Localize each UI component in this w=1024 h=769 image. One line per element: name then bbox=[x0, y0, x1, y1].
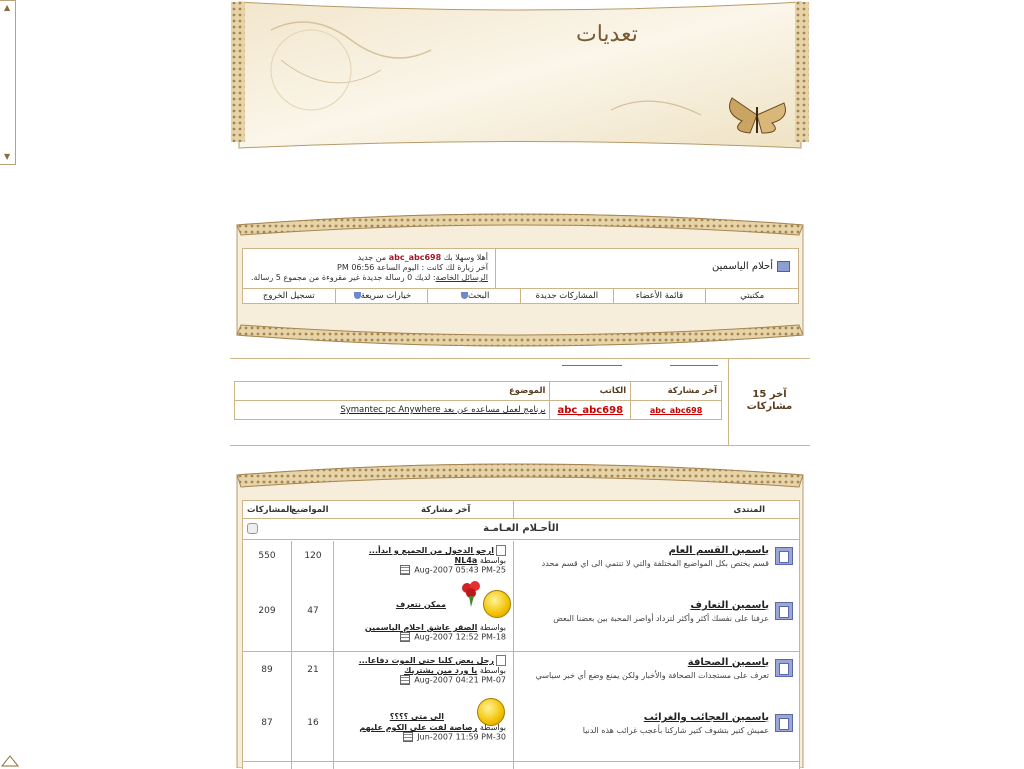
nav-label: قائمة الأعضاء bbox=[635, 291, 684, 301]
nav-new-posts[interactable] bbox=[520, 289, 613, 303]
scroll-up-icon[interactable]: ▲ bbox=[4, 3, 11, 12]
col-topics: المواضيع bbox=[291, 505, 329, 515]
posts-count: 550 bbox=[258, 551, 276, 561]
topics-count: 47 bbox=[307, 606, 319, 616]
forum-description: تعرف على مستجدات الصحافة والأخبار ولكن يمنع وضع أي خبر سياسي bbox=[535, 671, 769, 680]
col-author: الكاتب bbox=[550, 382, 631, 401]
forum-folder-icon bbox=[775, 659, 793, 677]
welcome-username[interactable]: abc_abc698 bbox=[388, 253, 442, 262]
forum-row bbox=[243, 596, 799, 651]
go-to-post-icon[interactable] bbox=[400, 632, 410, 642]
last-poster-link[interactable]: الصقر عاشق احلام الياسمين bbox=[364, 623, 478, 632]
last-post-block bbox=[336, 600, 506, 642]
go-to-post-icon[interactable] bbox=[400, 565, 410, 575]
site-name-text: أحلام الياسمين bbox=[712, 261, 773, 272]
last-post-date: 07-Aug-2007 04:21 PM bbox=[414, 675, 506, 685]
scroll-down-icon[interactable]: ▼ bbox=[4, 152, 11, 161]
last-post-title-link[interactable]: الى متى ؟؟؟؟ bbox=[389, 712, 444, 721]
nav-quick-options[interactable] bbox=[335, 289, 428, 303]
category-row[interactable] bbox=[243, 519, 799, 540]
topics-count: 120 bbox=[304, 551, 322, 561]
forum-title-link[interactable]: ياسمين التعارف bbox=[690, 600, 769, 611]
col-posts: المشاركات bbox=[247, 505, 293, 515]
forum-table-header bbox=[243, 501, 799, 519]
nav-search[interactable] bbox=[427, 289, 520, 303]
last-post-block bbox=[336, 712, 506, 742]
by-label: بواسطة bbox=[479, 723, 506, 732]
latest-posts-table bbox=[234, 381, 722, 420]
nav-my-library[interactable] bbox=[705, 289, 798, 303]
forum-list bbox=[242, 500, 800, 769]
col-topic: الموضوع bbox=[235, 382, 550, 401]
go-to-post-icon[interactable] bbox=[403, 732, 413, 742]
latest-posts-panel bbox=[230, 358, 810, 446]
butterfly-icon bbox=[722, 93, 792, 138]
forum-folder-icon bbox=[775, 602, 793, 620]
forum-description: عرفنا على نفسك أكثر وأكثر لتزداد أواصر المحبة بين بعضنا البعض bbox=[553, 614, 769, 623]
divider bbox=[243, 651, 799, 652]
welcome-message bbox=[248, 253, 488, 283]
last-post-date: 25-Aug-2007 05:43 PM bbox=[414, 565, 506, 575]
pm-status-text: : لديك 0 رسالة جديدة غير مقروءة من مجموع 5 رسالة. bbox=[250, 273, 436, 282]
left-scroll-track[interactable] bbox=[0, 0, 16, 165]
nav-members-list[interactable] bbox=[613, 289, 706, 303]
by-label: بواسطة bbox=[479, 666, 506, 675]
posts-count: 89 bbox=[261, 665, 273, 675]
document-icon bbox=[496, 545, 506, 556]
last-post-title-link[interactable]: ممكن نتعرف bbox=[395, 600, 446, 609]
last-visit-text: آخر زيارة لك كانت : اليوم الساعة 06:56 PM bbox=[337, 263, 488, 272]
forum-folder-icon bbox=[775, 714, 793, 732]
document-icon bbox=[496, 655, 506, 666]
last-post-title-link[interactable]: ارجو الدخول من الجميع و ابدأ... bbox=[368, 546, 494, 555]
category-title: الأحـلام العـامـة bbox=[483, 523, 559, 534]
forum-title-link[interactable]: ياسمين الصحافة bbox=[687, 657, 769, 668]
posts-count: 87 bbox=[261, 718, 273, 728]
table-header-row bbox=[235, 382, 722, 401]
nav-label: خيارات سريعة bbox=[360, 291, 412, 301]
by-label: بواسطة bbox=[479, 623, 506, 632]
topics-count: 21 bbox=[307, 665, 319, 675]
latest-topic-link[interactable]: برنامج لعمل مساعده عن بعد Symantec pc Anywhere bbox=[235, 401, 550, 420]
col-forum: المنتدى bbox=[733, 505, 765, 515]
nav-label: المشاركات جديدة bbox=[535, 291, 599, 301]
site-logo[interactable]: تعديات bbox=[576, 22, 638, 47]
nav-label: مكتبتي bbox=[740, 291, 765, 301]
forum-title-link[interactable]: ياسمين العجائب والغرائب bbox=[643, 712, 769, 723]
latest-last-poster-link[interactable]: abc_abc698 bbox=[631, 401, 722, 420]
divider bbox=[495, 249, 496, 289]
last-poster-link[interactable]: يا ورد مين يشتريك bbox=[404, 666, 478, 675]
forum-row bbox=[243, 708, 799, 763]
table-row bbox=[235, 401, 722, 420]
last-post-title-link[interactable]: رجل يعض كلبا حتى الموت دفاعا... bbox=[358, 656, 494, 665]
forum-folder-icon bbox=[775, 547, 793, 565]
last-post-date: 30-Jun-2007 11:59 PM bbox=[417, 732, 506, 742]
col-last-post: آخر مشاركة bbox=[631, 382, 722, 401]
forum-row bbox=[243, 541, 799, 596]
bottom-corner-arrow-icon bbox=[0, 748, 20, 768]
divider bbox=[513, 501, 514, 518]
topics-count: 16 bbox=[307, 718, 319, 728]
forum-description: قسم يختص بكل المواضيع المختلفة والتي لا تنتمي الى اي قسم محدد bbox=[541, 559, 769, 568]
last-poster-link[interactable]: NL4a bbox=[454, 556, 478, 565]
go-to-post-icon[interactable] bbox=[400, 675, 410, 685]
nav-logout[interactable] bbox=[243, 289, 335, 303]
folder-icon bbox=[777, 261, 790, 272]
last-post-block bbox=[336, 655, 506, 685]
col-last-post: آخر مشاركة bbox=[421, 505, 471, 515]
latest-posts-label: آخر 15 مشاركات bbox=[728, 359, 810, 445]
divider bbox=[562, 365, 622, 366]
welcome-suffix: من جديد bbox=[357, 253, 387, 262]
forum-row bbox=[243, 653, 799, 708]
shield-icon bbox=[461, 292, 468, 299]
nav-label: تسجيل الخروج bbox=[262, 291, 315, 301]
last-post-block bbox=[336, 545, 506, 575]
divider bbox=[670, 365, 718, 366]
posts-count: 209 bbox=[258, 606, 276, 616]
welcome-panel bbox=[242, 248, 799, 304]
forum-description: عميش كتير بتشوف كتير شاركنا بأعجب غرائب هذه الدنيا bbox=[582, 726, 769, 735]
last-post-date: 18-Aug-2007 12:52 PM bbox=[414, 632, 506, 642]
last-poster-link[interactable]: رصاصة لفت على الكوم عليهم bbox=[359, 723, 478, 732]
shield-icon bbox=[354, 292, 361, 299]
nav-label: البحث bbox=[467, 291, 490, 301]
forum-title-link[interactable]: ياسمين القسم العام bbox=[668, 545, 769, 556]
forum-home-link[interactable] bbox=[712, 261, 790, 272]
latest-author-link[interactable]: abc_abc698 bbox=[550, 401, 631, 420]
welcome-prefix: أهلا وسهلا بك bbox=[443, 253, 488, 262]
private-messages-link[interactable]: الرسائل الخاصة bbox=[435, 273, 488, 282]
main-nav bbox=[243, 288, 798, 303]
by-label: بواسطة bbox=[479, 556, 506, 565]
